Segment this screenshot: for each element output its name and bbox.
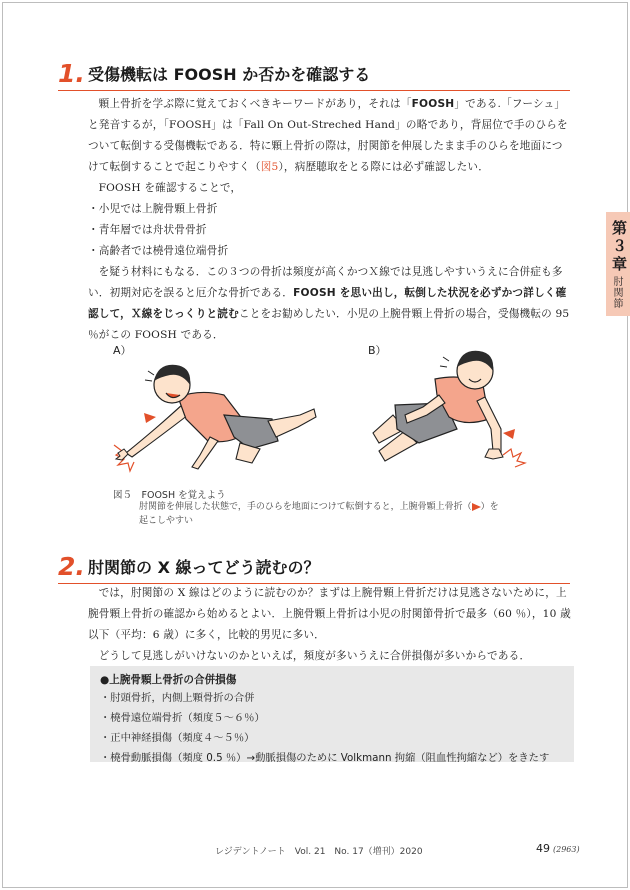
section-1-rule	[58, 90, 570, 91]
figure-label-a: A）	[113, 344, 132, 357]
text-run: ことをお勧めしたい．小児の上腕骨顆上骨折の場合，受傷機転の 95 ％がこの FOOSH である．	[88, 308, 570, 341]
keyword-foosh: FOOSH	[411, 98, 455, 110]
section-1-number: 1.	[58, 59, 85, 88]
page-number: 49	[536, 842, 550, 855]
section-2-paragraph-1: では，肘関節の X 線はどのように読むのか？まずは上腕骨顆上骨折だけは見逃さないために，上腕骨顆上骨折の確認から始めるとよい．上腕骨顆上骨折は小児の肘関節骨折で最多（60 ％），10 歳以下（平均：6 歳）に多く，比較的男児に多い．	[88, 587, 571, 641]
fracture-marker-icon	[503, 429, 515, 439]
figure-caption-text	[139, 500, 559, 528]
impact-burst-icon	[503, 449, 525, 467]
text-run: ），病歴聴取をとる際には必ず確認したい．	[278, 161, 490, 173]
section-2-body	[88, 583, 572, 667]
caption-line: 起こしやすい	[139, 516, 194, 526]
figure-caption-title: 図５ FOOSH を覚えよう	[113, 490, 226, 501]
fracture-marker-icon	[144, 413, 156, 423]
list-item: ・肘頭骨折，内側上顆骨折の合併	[100, 692, 255, 704]
chapter-label: 第３章	[610, 220, 628, 274]
text-run: を疑う材料にもなる．この３つの骨折は頻度が高くかつＸ線では見逃しやすいうえに合併症も多い．初期対応を誤ると厄介な骨折である．	[88, 266, 563, 299]
emphasis-text: FOOSH を思い出し，転倒した状況を必ずかつ詳しく確認して，Ｘ線をじっくりと読む	[88, 287, 567, 320]
complications-list	[100, 688, 570, 768]
list-item: ・小児では上腕骨顆上骨折	[88, 203, 218, 215]
section-1-body	[88, 94, 572, 346]
illustration-a-child-falling	[100, 345, 340, 475]
section-2-number: 2.	[58, 552, 85, 581]
list-item: ・正中神経損傷（頻度４〜５％）	[100, 732, 255, 744]
list-item: ・高齢者では橈骨遠位端骨折	[88, 245, 229, 257]
text-run: 顆上骨折を学ぶ際に覚えておくべきキーワードがあり，それは「	[98, 98, 412, 110]
figure-reference-link[interactable]: 図5	[260, 161, 279, 173]
complications-box	[90, 666, 574, 762]
footer-journal: レジデントノート Vol. 21 No. 17（増刊）2020	[215, 847, 423, 857]
text-run: 」である.「フーシュ」と発音するが，「FOOSH」は「Fall On Out-Streched Hand」の略であり，背屈位で手のひらをついて転倒する受傷機転である．特に顆上骨折の際は，肘関節を伸展したまま手のひらを地面につけて転倒することで起こりやすく（	[88, 98, 568, 173]
section-2-paragraph-2: どうして見逃しがいけないのかといえば，頻度が多いうえに合併損傷が多いからである．	[98, 650, 531, 662]
list-item: ・橈骨遠位端骨折（頻度５〜６％）	[100, 712, 265, 724]
section-2-title: 肘関節の X 線ってどう読むの？	[88, 558, 320, 577]
list-item: ・橈骨動脈損傷（頻度 0.5 ％）→動脈損傷のために Volkmann 拘縮（阻血性拘縮など）をきたす	[100, 752, 550, 764]
text-run: 肘関節を伸展した状態で，手のひらを地面につけて転倒すると，上腕骨顆上骨折（	[139, 502, 472, 512]
section-1-paragraph-1	[88, 94, 572, 178]
list-item: ・青年層では舟状骨骨折	[88, 224, 207, 236]
page-number-sub: (2963)	[553, 845, 580, 854]
complications-box-title: ●上腕骨顆上骨折の合併損傷	[100, 674, 237, 686]
illustration-b-child-sitting	[365, 345, 540, 475]
chapter-subject: 肘関節	[611, 276, 622, 309]
red-arrow-icon	[472, 503, 481, 511]
text-run: ）を	[480, 502, 499, 512]
section-1-paragraph-2: FOOSH を確認することで，	[98, 182, 242, 194]
section-1-title: 受傷機転は FOOSH か否かを確認する	[88, 65, 371, 84]
caption-line	[139, 500, 559, 514]
figure-label-b: B）	[368, 344, 387, 357]
section-1-paragraph-3	[88, 262, 572, 346]
